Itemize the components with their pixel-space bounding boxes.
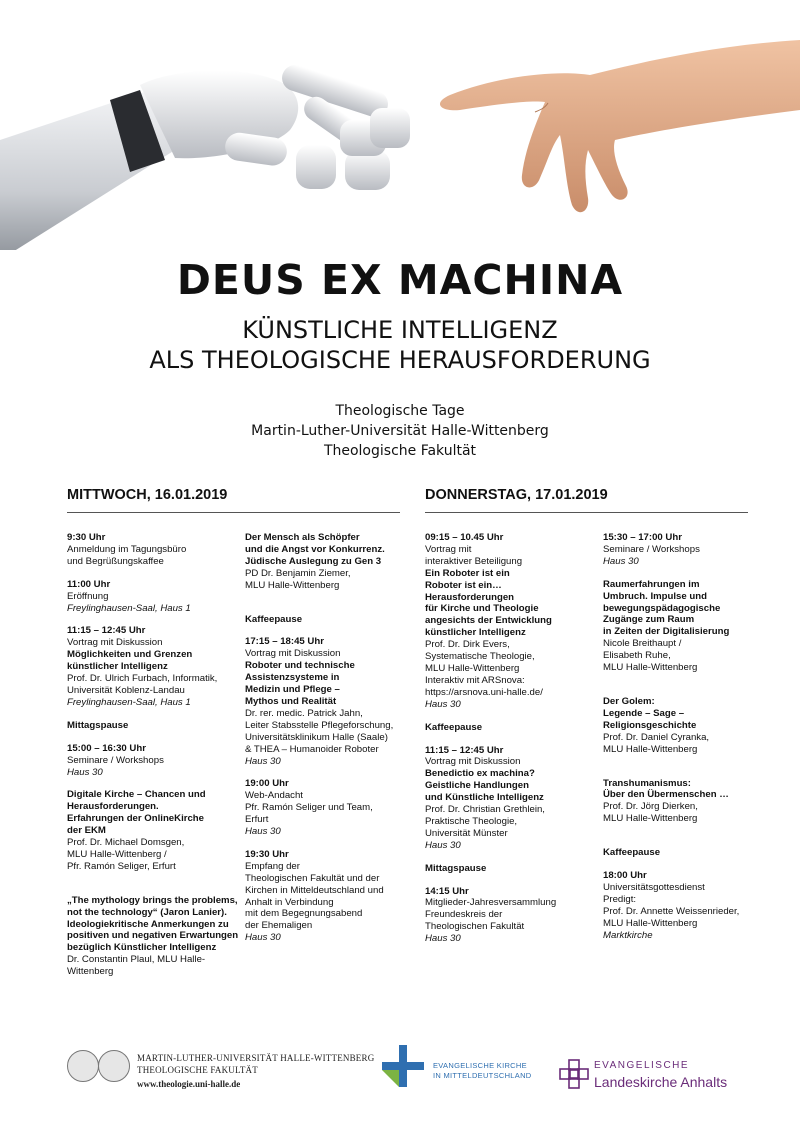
event-location: Freylinghausen-Saal, Haus 1 (67, 696, 191, 708)
event-location: Haus 30 (603, 555, 639, 567)
event-title: positiven und negativen Erwartungen (67, 930, 239, 942)
schedule-column-2 (245, 532, 410, 944)
event-time: 14:15 Uhr (425, 885, 469, 897)
schedule-column-3 (425, 532, 595, 945)
event-title: in Zeiten der Digitalisierung (603, 626, 730, 638)
anhalt-cross-icon (558, 1058, 590, 1090)
event-text: MLU Halle-Wittenberg (603, 917, 698, 929)
event-text: und Begrüßungskaffee (67, 555, 164, 567)
event-speaker: Universität Münster (425, 827, 508, 839)
event-title: Roboter ist ein… (425, 579, 502, 591)
event-speaker: MLU Halle-Wittenberg / (67, 848, 167, 860)
event-time: 15:30 – 17:00 Uhr (603, 532, 682, 543)
event-title: Religionsgeschichte (603, 719, 697, 731)
mlu-url-link[interactable]: www.theologie.uni-halle.de (137, 1079, 241, 1089)
event-title: Zugänge zum Raum (603, 614, 695, 626)
event-speaker: PD Dr. Benjamin Ziemer, (245, 567, 351, 579)
event-time: 09:15 – 10.45 Uhr (425, 532, 504, 543)
event-title: Digitale Kirche – Chancen und (67, 789, 206, 801)
event-title: Legende – Sage – (603, 707, 685, 719)
event-title: Umbruch. Impulse und (603, 590, 707, 602)
event-time: 11:00 Uhr (67, 578, 111, 590)
subtitle-line-2: ALS THEOLOGISCHE HERAUSFORDERUNG (149, 346, 651, 374)
event-title: Roboter und technische (245, 660, 355, 672)
event-title: Herausforderungen. (67, 801, 159, 813)
event-speaker: Universitätsklinikum Halle (Saale) (245, 731, 388, 743)
event-text: Vortrag mit (425, 543, 472, 555)
event-title: und Künstliche Intelligenz (425, 792, 544, 804)
event-speaker: Dr. Constantin Plaul, MLU Halle- (67, 954, 206, 966)
event-speaker: Prof. Dr. Ulrich Furbach, Informatik, (67, 673, 218, 685)
seal-icon (67, 1050, 99, 1082)
event-text: Vortrag mit Diskussion (67, 637, 163, 649)
event-speaker: MLU Halle-Wittenberg (245, 579, 340, 591)
seal-icon (98, 1050, 130, 1082)
event-location: Marktkirche (603, 929, 653, 941)
event-title: Erfahrungen der OnlineKirche (67, 813, 205, 825)
event-text: Erfurt (245, 814, 269, 826)
event-speaker: Leiter Stabsstelle Pflegeforschung, (245, 719, 394, 731)
event-text: Mitglieder-Jahresversammlung (425, 897, 557, 909)
event-text: der Ehemaligen (245, 920, 313, 932)
break-label: Kaffeepause (603, 847, 661, 859)
event-speaker: Wittenberg (67, 966, 114, 978)
event-title: Jüdische Auslegung zu Gen 3 (245, 555, 382, 567)
event-title: künstlicher Intelligenz (425, 627, 526, 639)
break-label: Kaffeepause (245, 613, 303, 625)
event-speaker: Prof. Dr. Daniel Cyranka, (603, 731, 710, 743)
hero-illustration (0, 0, 800, 250)
day-heading-thursday: DONNERSTAG, 17.01.2019 (425, 487, 608, 503)
org-line-1: Theologische Tage (335, 403, 465, 419)
event-text: Universitätsgottesdienst (603, 881, 705, 893)
subtitle-line-1: KÜNSTLICHE INTELLIGENZ (242, 316, 558, 344)
event-text: Theologischen Fakultät und der (245, 872, 380, 884)
event-title: und die Angst vor Konkurrenz. (245, 543, 385, 555)
event-time: 9:30 Uhr (67, 532, 106, 543)
mlu-name: MARTIN-LUTHER-UNIVERSITÄT HALLE-WITTENBERG (137, 1053, 375, 1063)
event-title: Medizin und Pflege – (245, 684, 340, 696)
event-speaker: Dr. rer. medic. Patrick Jahn, (245, 707, 363, 719)
event-title: Raumerfahrungen im (603, 578, 700, 590)
event-title: Herausforderungen (425, 591, 515, 603)
event-speaker: Systematische Theologie, (425, 651, 535, 663)
event-title: künstlicher Intelligenz (67, 661, 168, 673)
event-speaker: Prof. Dr. Jörg Dierken, (603, 801, 698, 813)
event-speaker: Universität Koblenz-Landau (67, 684, 185, 696)
ekm-cross-icon (380, 1043, 426, 1089)
event-time: 11:15 – 12:45 Uhr (67, 625, 146, 637)
event-title: not the technology“ (Jaron Lanier). (67, 906, 227, 918)
event-title: angesichts der Entwicklung (425, 615, 552, 627)
org-line-2: Martin-Luther-Universität Halle-Wittenberg (251, 423, 549, 439)
event-title: der EKM (67, 825, 106, 837)
event-title: Ideologiekritische Anmerkungen zu (67, 918, 229, 930)
event-speaker: Interaktiv mit ARSnova: (425, 674, 525, 686)
break-label: Kaffeepause (425, 721, 483, 733)
event-speaker: Prof. Dr. Christian Grethlein, (425, 804, 545, 816)
anhalt-name-line-2: Landeskirche Anhalts (594, 1074, 728, 1090)
event-time: 15:00 – 16:30 Uhr (67, 742, 146, 754)
event-title: bezüglich Künstlicher Intelligenz (67, 942, 217, 954)
ekm-name-line-1: EVANGELISCHE KIRCHE (433, 1061, 527, 1070)
event-text: Pfr. Ramón Seliger und Team, (245, 802, 373, 814)
day-heading-wednesday: MITTWOCH, 16.01.2019 (67, 487, 228, 503)
event-title: Der Mensch als Schöpfer (245, 532, 360, 543)
event-location: Haus 30 (245, 826, 281, 838)
event-speaker: Nicole Breithaupt / (603, 638, 682, 650)
event-time: 18:00 Uhr (603, 870, 647, 882)
event-title: Ein Roboter ist ein (425, 567, 510, 579)
event-title: „The mythology brings the problems, (67, 894, 238, 906)
event-text: Vortrag mit Diskussion (425, 756, 521, 768)
event-title: bewegungspädagogische (603, 602, 721, 614)
event-speaker: MLU Halle-Wittenberg (603, 813, 698, 825)
event-text: Anmeldung im Tagungsbüro (67, 543, 187, 555)
event-text: Web-Andacht (245, 790, 303, 802)
event-location: Haus 30 (67, 766, 103, 778)
event-text: Kirchen in Mitteldeutschland und (245, 884, 384, 896)
event-location: Haus 30 (245, 932, 281, 944)
event-text: Theologischen Fakultät (425, 921, 525, 933)
divider (425, 512, 748, 513)
event-title: Mythos und Realität (245, 695, 337, 707)
event-speaker: Praktische Theologie, (425, 815, 518, 827)
break-label: Mittagspause (67, 719, 129, 731)
event-title: für Kirche und Theologie (425, 603, 539, 615)
anhalt-name-line-1: EVANGELISCHE (594, 1060, 690, 1071)
event-time: 17:15 – 18:45 Uhr (245, 636, 324, 648)
event-text: Vortrag mit Diskussion (245, 648, 341, 660)
event-title: Assistenzsysteme in (245, 672, 340, 684)
schedule-column-1 (67, 532, 237, 978)
event-text: mit dem Begegnungsabend (245, 908, 363, 920)
event-location: Freylinghausen-Saal, Haus 1 (67, 602, 191, 614)
event-title: Möglichkeiten und Grenzen (67, 649, 193, 661)
ekm-name-line-2: IN MITTELDEUTSCHLAND (433, 1071, 532, 1080)
mlu-faculty: THEOLOGISCHE FAKULTÄT (137, 1065, 258, 1075)
event-location: Haus 30 (245, 755, 281, 767)
event-text: Eröffnung (67, 590, 109, 602)
page-title: DEUS EX MACHINA (176, 256, 624, 304)
event-time: 11:15 – 12:45 Uhr (425, 744, 504, 756)
event-text: Prof. Dr. Annette Weissenrieder, (603, 905, 740, 917)
event-text: Predigt: (603, 893, 637, 905)
event-text: Seminare / Workshops (67, 754, 164, 766)
event-title: Geistliche Handlungen (425, 780, 529, 792)
event-location: Haus 30 (425, 698, 461, 710)
event-time: 19:30 Uhr (245, 848, 289, 860)
event-speaker: Prof. Dr. Michael Domsgen, (67, 837, 185, 849)
event-speaker: MLU Halle-Wittenberg (603, 662, 698, 674)
event-location: Haus 30 (425, 933, 461, 945)
event-time: 19:00 Uhr (245, 778, 289, 790)
event-text: Freundeskreis der (425, 909, 503, 921)
event-speaker: Elisabeth Ruhe, (603, 650, 671, 662)
event-speaker: Prof. Dr. Dirk Evers, (425, 639, 510, 651)
event-text: interaktiver Beteiligung (425, 555, 523, 567)
event-speaker: Pfr. Ramón Seliger, Erfurt (67, 860, 176, 872)
schedule-column-4 (603, 532, 763, 941)
event-title: Benedictio ex machina? (425, 768, 535, 780)
org-line-3: Theologische Fakultät (323, 443, 477, 459)
break-label: Mittagspause (425, 862, 487, 874)
event-title: Der Golem: (603, 695, 655, 707)
event-title: Transhumanismus: (603, 777, 691, 789)
human-hand (440, 40, 800, 212)
event-title: Über den Übermenschen … (603, 789, 729, 801)
event-text: Empfang der (245, 860, 300, 872)
event-location: Haus 30 (425, 839, 461, 851)
event-speaker: MLU Halle-Wittenberg (603, 743, 698, 755)
robot-hand (0, 62, 410, 250)
event-speaker: & THEA – Humanoider Roboter (245, 743, 379, 755)
event-text: Seminare / Workshops (603, 543, 700, 555)
event-text: Anhalt in Verbindung (245, 896, 334, 908)
arsnova-link[interactable]: https://arsnova.uni-halle.de/ (425, 686, 543, 698)
divider (67, 512, 400, 513)
event-speaker: MLU Halle-Wittenberg (425, 662, 520, 674)
